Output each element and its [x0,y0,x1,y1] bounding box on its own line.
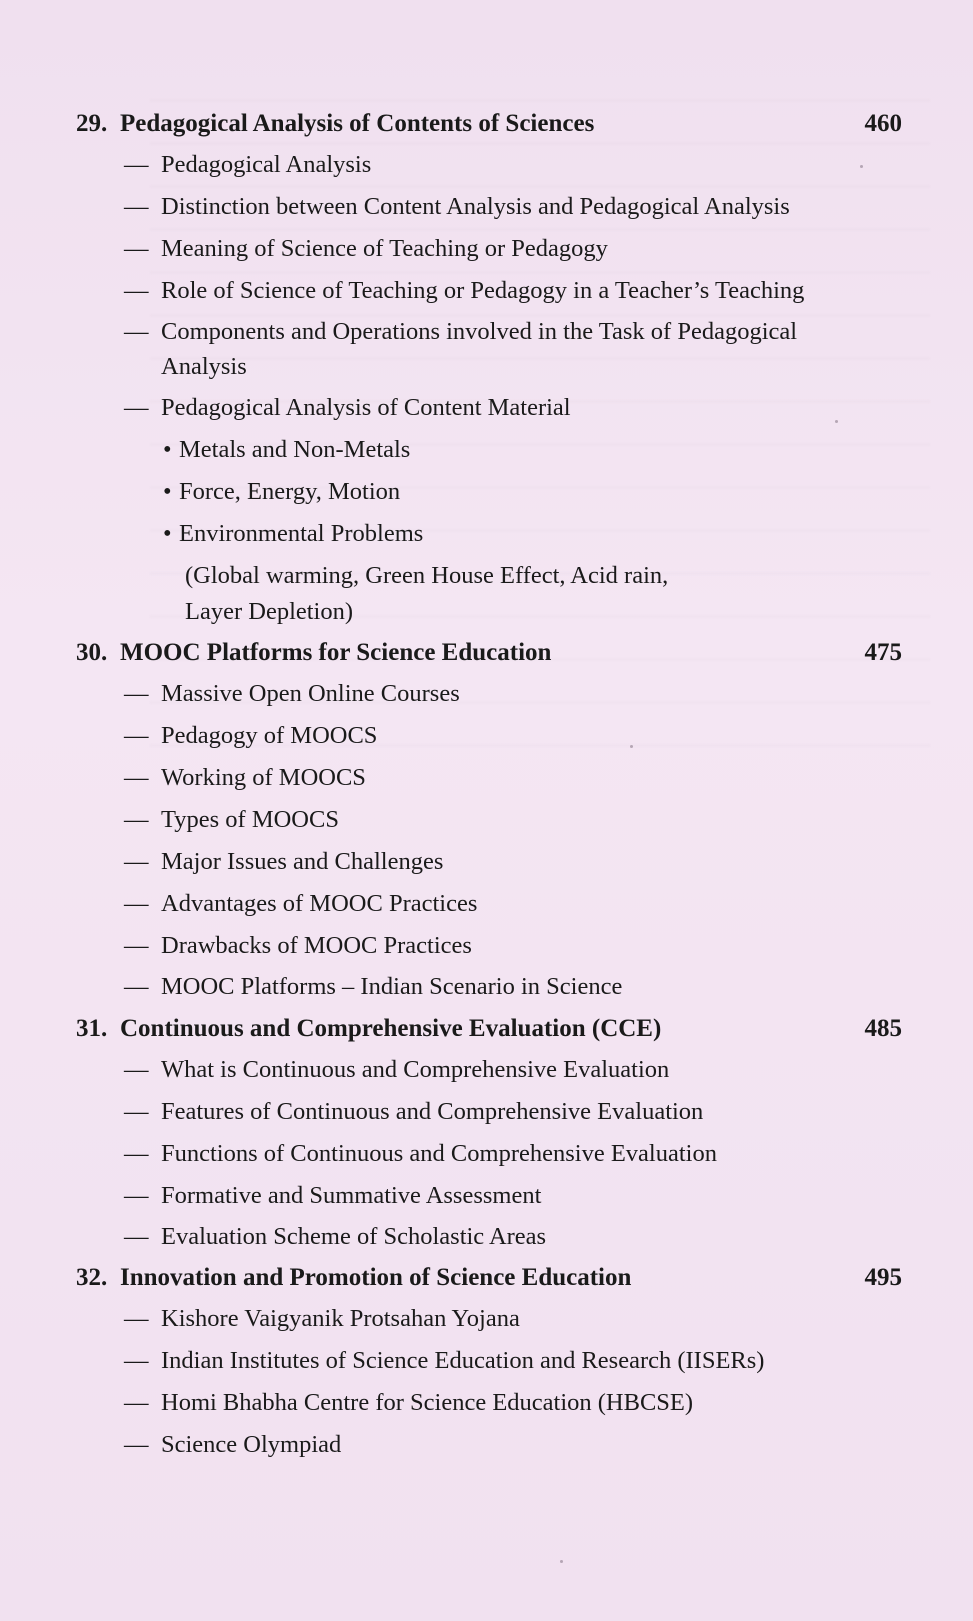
list-item: — Meaning of Science of Teaching or Pedagogy [124,235,608,262]
sub-item: Layer Depletion) [185,598,354,625]
chapter-page-number: 495 [864,1264,902,1291]
list-item: — What is Continuous and Comprehensive Evaluation [124,1056,670,1083]
chapter-31-heading [76,1013,902,1045]
list-item: — Homi Bhabha Centre for Science Education (HBCSE) [124,1389,694,1416]
chapter-title: Continuous and Comprehensive Evaluation (CCE) [120,1015,662,1042]
chapter-title: MOOC Platforms for Science Education [120,639,552,666]
paper-speck [560,1560,563,1563]
list-item: — Role of Science of Teaching or Pedagogy in a Teacher’s Teaching [124,277,805,304]
list-item: — Advantages of MOOC Practices [124,890,478,917]
paper-speck [835,420,838,423]
bullet-item: • Environmental Problems [163,520,424,547]
list-item: — Distinction between Content Analysis and Pedagogical Analysis [124,193,790,220]
list-item: — Kishore Vaigyanik Protsahan Yojana [124,1305,520,1332]
sub-item: (Global warming, Green House Effect, Acid rain, [185,562,669,589]
list-item: — Pedagogical Analysis [124,151,372,178]
paper-speck [630,745,633,748]
list-item: — Functions of Continuous and Comprehensive Evaluation [124,1140,717,1167]
bullet-item: • Force, Energy, Motion [163,478,401,505]
paper-speck [860,165,863,168]
chapter-29-heading [76,108,902,140]
list-item: — MOOC Platforms – Indian Scenario in Science [124,973,623,1000]
chapter-number: 29. [76,110,108,137]
chapter-page-number: 460 [864,110,902,137]
list-item: — Components and Operations involved in the Task of Pedagogical [124,318,798,345]
list-item: — Drawbacks of MOOC Practices [124,932,472,959]
list-item: — Evaluation Scheme of Scholastic Areas [124,1223,547,1250]
list-item-continued: Analysis [161,353,247,380]
list-item: — Types of MOOCS [124,806,339,833]
chapter-title: Innovation and Promotion of Science Education [120,1264,632,1291]
chapter-number: 31. [76,1015,108,1042]
chapter-title: Pedagogical Analysis of Contents of Sciences [120,110,595,137]
bullet-item: • Metals and Non-Metals [163,436,411,463]
list-item: — Features of Continuous and Comprehensive Evaluation [124,1098,704,1125]
list-item: — Pedagogy of MOOCS [124,722,378,749]
chapter-30-heading [76,637,902,669]
list-item: — Pedagogical Analysis of Content Material [124,394,571,421]
list-item: — Indian Institutes of Science Education and Research (IISERs) [124,1347,765,1374]
chapter-number: 32. [76,1264,108,1291]
list-item: — Science Olympiad [124,1431,342,1458]
chapter-number: 30. [76,639,108,666]
list-item: — Working of MOOCS [124,764,366,791]
chapter-page-number: 475 [864,639,902,666]
list-item: — Massive Open Online Courses [124,680,460,707]
chapter-page-number: 485 [864,1015,902,1042]
list-item: — Formative and Summative Assessment [124,1182,542,1209]
list-item: — Major Issues and Challenges [124,848,444,875]
chapter-32-heading [76,1262,902,1294]
